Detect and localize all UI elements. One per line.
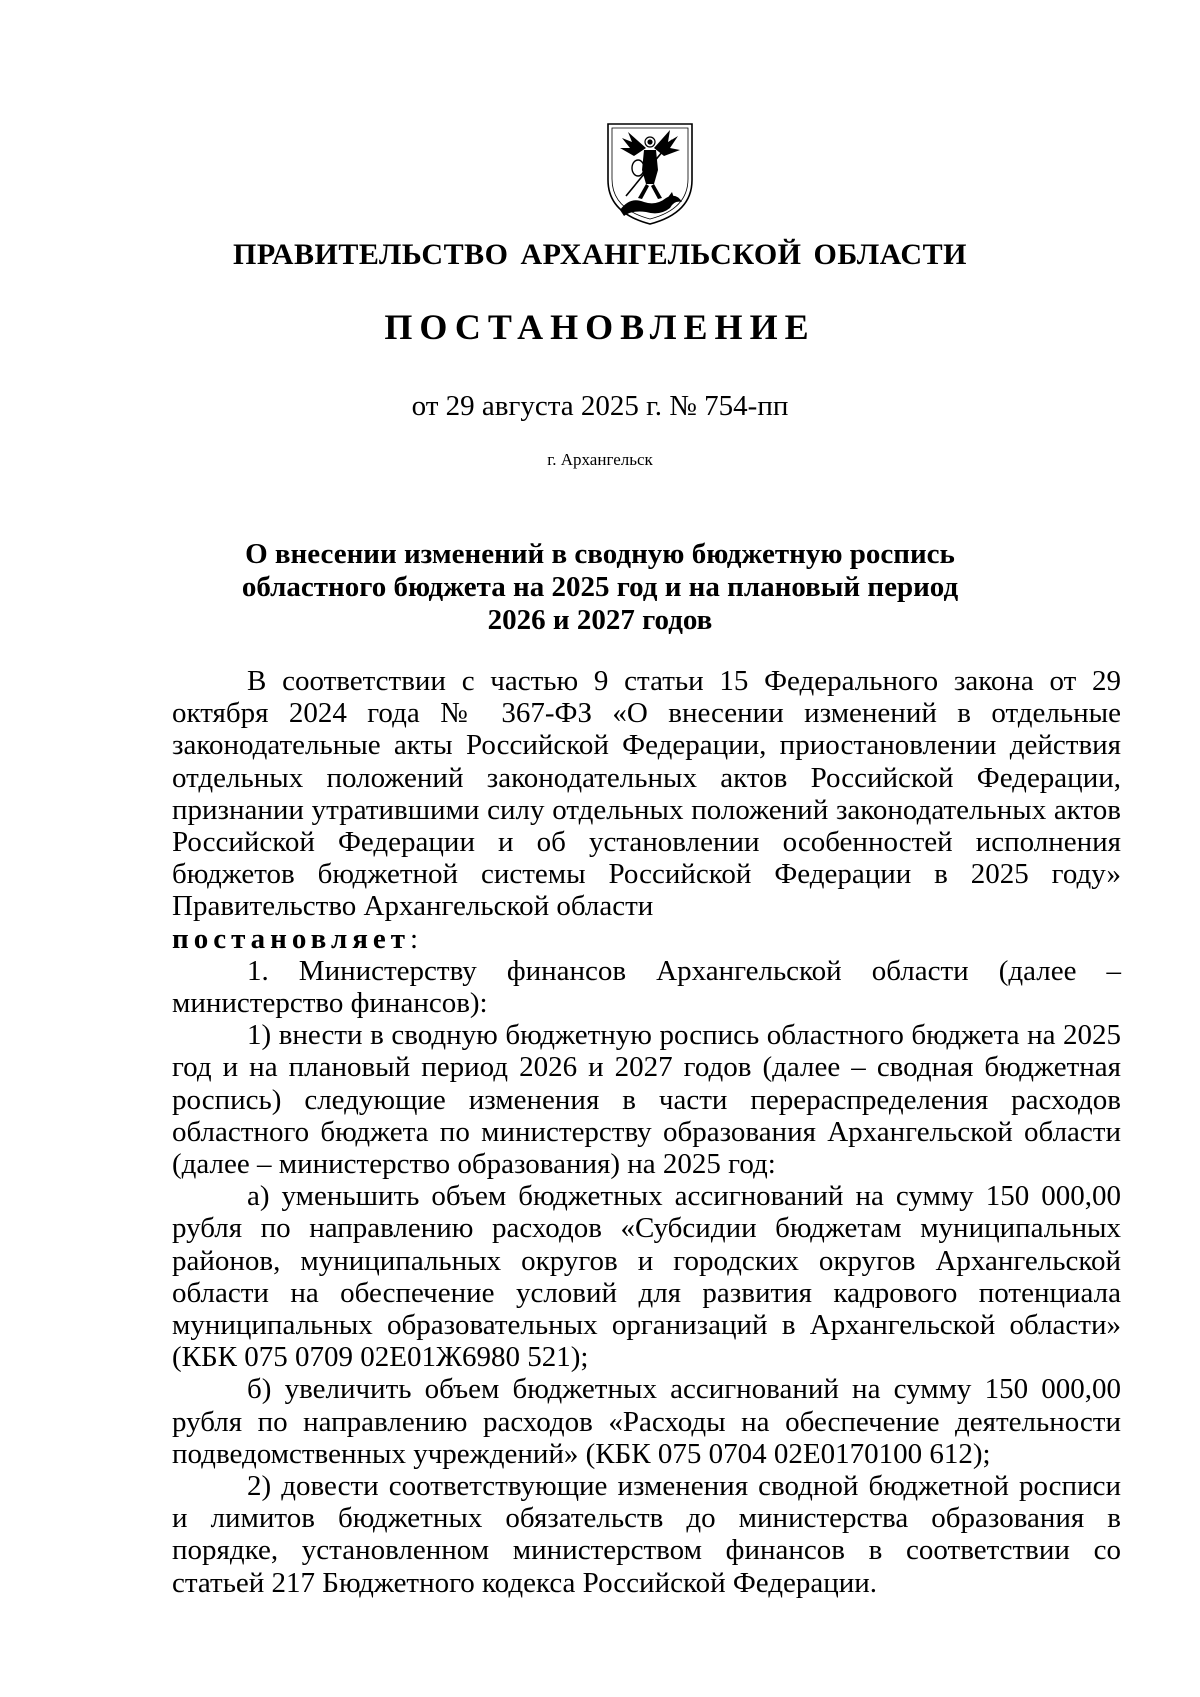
archangel-coat-of-arms-icon xyxy=(600,118,700,228)
government-name: ПРАВИТЕЛЬСТВО АРХАНГЕЛЬСКОЙ ОБЛАСТИ xyxy=(233,238,967,271)
resolves-word: постановляет xyxy=(172,922,411,955)
document-title-line: 2026 и 2027 годов xyxy=(487,604,713,636)
preamble-paragraph xyxy=(172,665,1121,955)
item-1-2-paragraph: 2) довести соответствующие изменения сводной бюджетной росписи и лимитов бюджетных обязательств до министерства образования в порядке, установленном министерством финансов в соответствии со статьей 217 Бюджетного кодекса Российской Федерации. xyxy=(172,1470,1121,1599)
document-body xyxy=(172,665,1121,1599)
item-1-1-paragraph: 1) внести в сводную бюджетную роспись областного бюджета на 2025 год и на плановый период 2026 и 2027 годов (далее – сводная бюджетная роспись) следующие изменения в части перераспределения расходов областного бюджета по министерству образования Архангельской области (далее – министерство образования) на 2025 год: xyxy=(172,1019,1121,1181)
document-title-line: областного бюджета на 2025 год и на плановый период xyxy=(241,571,959,603)
document-title xyxy=(0,538,1200,637)
document-title-line: О внесении изменений в сводную бюджетную роспись xyxy=(245,538,955,570)
document-date-number: от 29 августа 2025 г. № 754-пп xyxy=(411,390,789,422)
item-b-paragraph: б) увеличить объем бюджетных ассигнований на сумму 150 000,00 рубля по направлению расходов «Расходы на обеспечение деятельности подведомственных учреждений» (КБК 075 0704 02Е0170100 612); xyxy=(172,1373,1121,1470)
document-type: ПОСТАНОВЛЕНИЕ xyxy=(384,307,816,347)
preamble-text: В соответствии с частью 9 статьи 15 Федерального закона от 29 октября 2024 года № 367-ФЗ «О внесении изменений в отдельные законодательные акты Российской Федерации, приостановлении действия отдельных положений законодательных актов Российской Федерации, признании утратившими силу отдельных положений законодательных актов Российской Федерации и об установлении особенностей исполнения бюджетов бюджетной системы Российской Федерации в 2025 году» Правительство Архангельской области xyxy=(172,665,1121,923)
resolves-colon: : xyxy=(410,922,419,955)
item-1-paragraph: 1. Министерству финансов Архангельской области (далее – министерство финансов): xyxy=(172,954,1121,1020)
item-a-paragraph: а) уменьшить объем бюджетных ассигнований на сумму 150 000,00 рубля по направлению расходов «Субсидии бюджетам муниципальных районов, муниципальных округов и городских округов Архангельской области на обеспечение условий для развития кадрового потенциала муниципальных образовательных организаций в Архангельской области» (КБК 075 0709 02Е01Ж6980 521); xyxy=(172,1180,1121,1374)
document-city: г. Архангельск xyxy=(547,450,653,469)
